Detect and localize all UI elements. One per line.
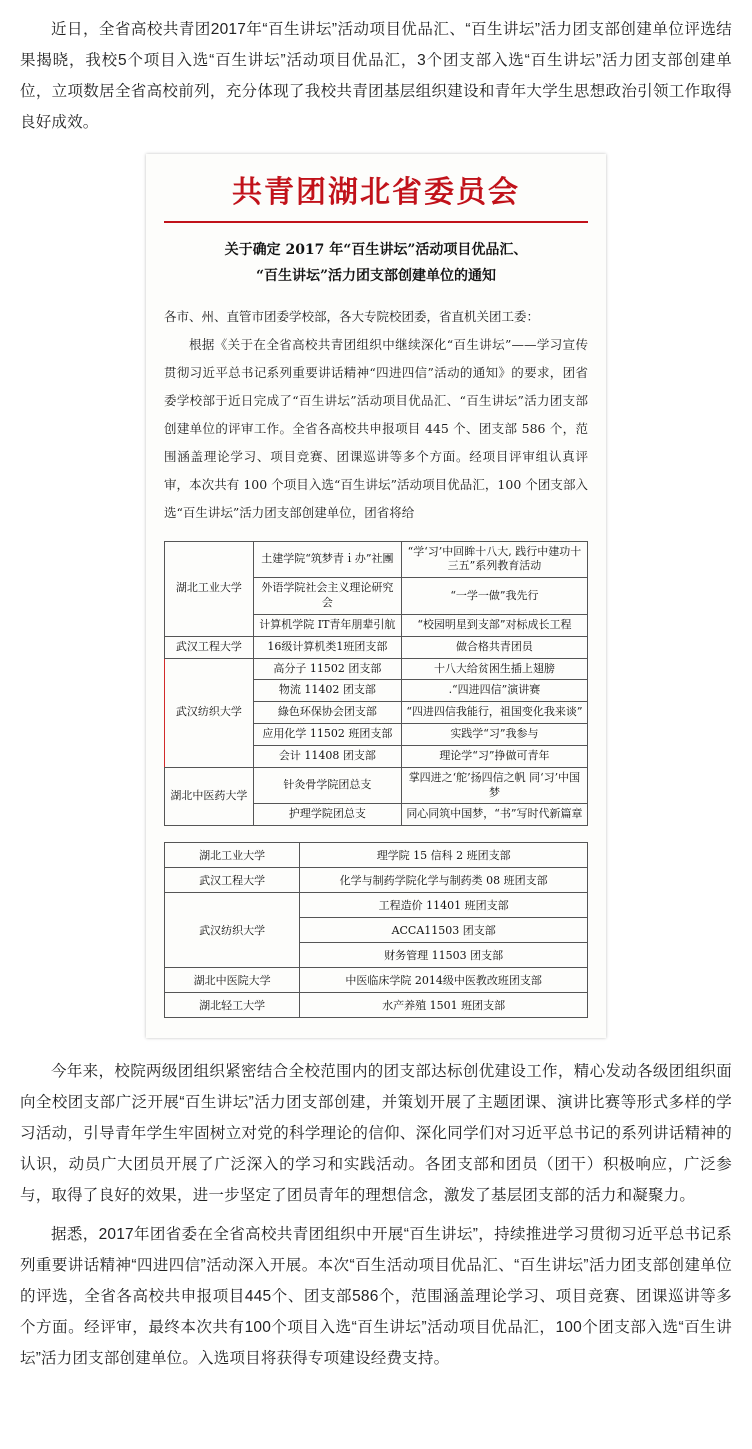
table-cell-branch: 中医临床学院 2014级中医教改班团支部	[300, 968, 588, 993]
document-body	[164, 303, 588, 527]
document-paragraph-1: 根据《关于在全省高校共青团组织中继续深化“百生讲坛”——学习宣传贯彻习近平总书记系列重要讲话精神“四进四信”活动的通知》的要求，团省委学校部于近日完成了“百生讲坛”活动项目优品汇、“百生讲坛”活力团支部创建单位的评审工作。全省各高校共申报项目 445 个、团支部 586 个，范围涵盖理论学习、项目竞赛、团课巡讲等多个方面。经项目评审组认真评审，本次共有 100 个项目入选“百生讲坛”活动项目优品汇，100 个团支部入选“百生讲坛”活力团支部创建单位，团省将给	[164, 336, 588, 520]
body-paragraph-3: 据悉，2017年团省委在全省高校共青团组织中开展“百生讲坛”，持续推进学习贯彻习近平总书记系列重要讲话精神“四进四信”活动深入开展。本次“百生活动项目优品汇、“百生讲坛”活力团支部创建单位的评选，全省各高校共申报项目445个、团支部586个，范围涵盖理论学习、项目竞赛、团课巡讲等多个方面。经评审，最终本次共有100个项目入选“百生讲坛”活动项目优品汇，100个团支部入选“百生讲坛”活力团支部创建单位。入选项目将获得专项建设经费支持。	[20, 1226, 732, 1368]
table-cell-item: 针灸骨学院团总支	[253, 767, 401, 804]
document-title	[164, 237, 588, 289]
table-row	[165, 968, 588, 993]
table-cell-item: 16级计算机类1班团支部	[253, 636, 401, 658]
table-cell-branch: 财务管理 11503 团支部	[300, 943, 588, 968]
table-cell-branch: 工程造价 11401 班团支部	[300, 893, 588, 918]
table-row	[165, 868, 588, 893]
projects-table	[164, 541, 588, 827]
table-cell-branch: ACCA11503 团支部	[300, 918, 588, 943]
table-cell-university: 湖北工业大学	[165, 843, 300, 868]
table-cell-item: 綠色环保协会团支部	[253, 702, 401, 724]
letterhead-rule	[164, 221, 588, 223]
lead-paragraph: 近日，全省高校共青团2017年“百生讲坛”活动项目优品汇、“百生讲坛”活力团支部创建单位评选结果揭晓，我校5个项目入选“百生讲坛”活动项目优品汇，3个团支部入选“百生讲坛”活力团支部创建单位，立项数居全省高校前列，充分体现了我校共青团基层组织建设和青年大学生思想政治引领工作取得良好成效。	[20, 21, 732, 131]
branches-table	[164, 842, 588, 1018]
table-row-highlighted	[165, 658, 588, 680]
document-title-line-1: 关于确定 2017 年“百生讲坛”活动项目优品汇、	[224, 241, 528, 258]
table-cell-branch: 水产养殖 1501 班团支部	[300, 993, 588, 1018]
body-paragraph-2: 今年来，校院两级团组织紧密结合全校范围内的团支部达标创优建设工作，精心发动各级团组织面向全校团支部广泛开展“百生讲坛”活力团支部创建，并策划开展了主题团课、演讲比赛等形式多样的学习活动，引导青年学生牢固树立对党的科学理论的信仰、深化同学们对习近平总书记的系列讲话精神的认识，动员广大团员开展了广泛深入的学习和实践活动。各团支部和团员（团干）积极响应，广泛参与，取得了良好的效果，进一步坚定了团员青年的理想信念，激发了基层团支部的活力和凝聚力。	[20, 1063, 732, 1205]
table-row	[165, 541, 588, 578]
table-cell-branch: 化学与制药学院化学与制药类 08 班团支部	[300, 868, 588, 893]
table-cell-branch: 理学院 15 信科 2 班团支部	[300, 843, 588, 868]
table-cell-university: 湖北轻工大学	[165, 993, 300, 1018]
table-cell-item: 护理学院团总支	[253, 804, 401, 826]
table-row	[165, 843, 588, 868]
table-cell-university: 湖北中医院大学	[165, 968, 300, 993]
table-cell-project: 实践学“习”我参与	[401, 724, 587, 746]
table-cell-university: 湖北工业大学	[165, 541, 254, 636]
projects-table-body	[165, 541, 588, 826]
table-row	[165, 993, 588, 1018]
table-cell-project: .“四进四信”演讲赛	[401, 680, 587, 702]
table-cell-project: “四进四信我能行，祖国变化我来谈”	[401, 702, 587, 724]
table-cell-project: 十八大给贫困生插上翅膀	[401, 658, 587, 680]
document-letterhead: 共青团湖北省委员会	[232, 175, 520, 210]
table-cell-item: 应用化学 11502 班团支部	[253, 724, 401, 746]
table-cell-project: “校园明星到支部”对标成长工程	[401, 614, 587, 636]
table-cell-university: 武汉工程大学	[165, 868, 300, 893]
table-row	[165, 636, 588, 658]
table-cell-project: 掌四进之‘舵’扬四信之帆 同‘习’中国梦	[401, 767, 587, 804]
branches-table-body	[165, 843, 588, 1018]
table-cell-item: 土建学院“筑梦青ｉ办”社團	[253, 541, 401, 578]
table-cell-item: 计算机学院 IT青年朋辈引航	[253, 614, 401, 636]
table-row	[165, 767, 588, 804]
table-cell-university: 武汉纺织大学	[165, 658, 254, 767]
table-cell-item: 高分子 11502 团支部	[253, 658, 401, 680]
table-cell-project: 同心同筑中国梦，“书”写时代新篇章	[401, 804, 587, 826]
table-row-highlighted	[165, 893, 588, 918]
table-cell-item: 会计 11408 团支部	[253, 745, 401, 767]
table-cell-project: 理论学“习”挣做可青年	[401, 745, 587, 767]
table-cell-university: 武汉纺织大学	[165, 893, 300, 968]
document-title-line-2: “百生讲坛”活力团支部创建单位的通知	[255, 267, 497, 284]
document-salutation: 各市、州、直管市团委学校部，各大专院校团委，省直机关团工委：	[164, 308, 540, 324]
table-cell-project: “一学一做”我先行	[401, 578, 587, 615]
table-cell-project: “学‘习’中回眸十八大, 践行中建功十三五”系列教育活动	[401, 541, 587, 578]
table-cell-item: 外语学院社会主义理论研究会	[253, 578, 401, 615]
table-cell-project: 做合格共青团员	[401, 636, 587, 658]
table-cell-university: 武汉工程大学	[165, 636, 254, 658]
official-document-image	[146, 154, 606, 1038]
table-cell-item: 物流 11402 团支部	[253, 680, 401, 702]
table-cell-university: 湖北中医药大学	[165, 767, 254, 826]
